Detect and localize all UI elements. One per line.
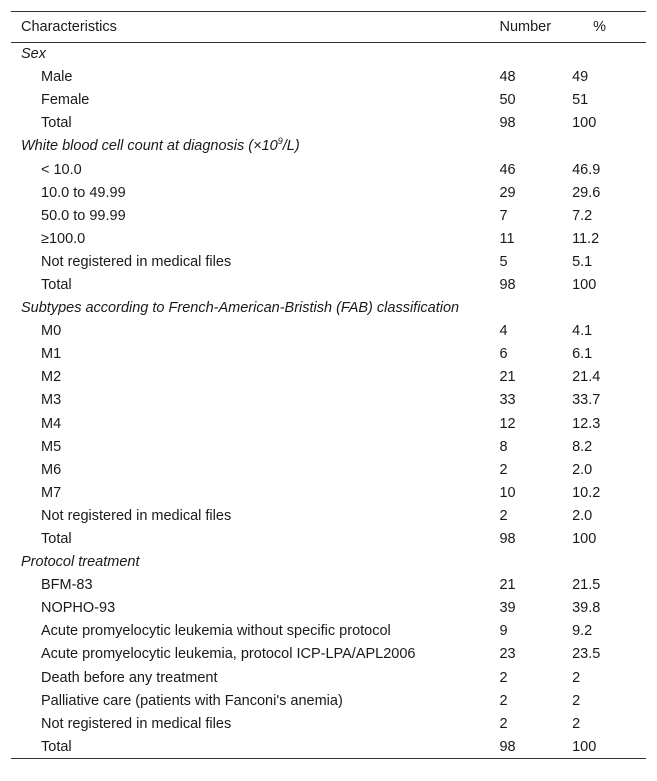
row-number: 23 xyxy=(499,646,516,663)
row-percent: 2 xyxy=(572,715,581,732)
row-percent: 100 xyxy=(572,276,597,293)
row-percent: 2.0 xyxy=(572,461,593,478)
table-row xyxy=(11,273,646,296)
row-number: 21 xyxy=(499,577,516,594)
row-number: 4 xyxy=(499,323,508,340)
header-characteristics: Characteristics xyxy=(11,12,499,43)
row-number: 7 xyxy=(499,207,508,224)
row-percent: 4.1 xyxy=(572,323,593,340)
row-number: 21 xyxy=(499,369,516,386)
header-percent: % xyxy=(572,12,646,43)
row-percent: 46.9 xyxy=(572,161,601,178)
row-label: Palliative care (patients with Fanconi's anemia) xyxy=(41,692,343,709)
row-label: M4 xyxy=(41,415,62,432)
row-label: < 10.0 xyxy=(41,161,82,178)
row-label: Female xyxy=(41,92,90,109)
row-label: Total xyxy=(11,735,499,758)
table-row xyxy=(11,481,646,504)
row-number: 98 xyxy=(499,735,572,758)
row-label: ≥100.0 xyxy=(41,230,86,247)
row-percent: 39.8 xyxy=(572,600,601,617)
section-header-sex xyxy=(11,43,646,66)
section-title: Subtypes according to French-American-Bristish (FAB) classification xyxy=(21,300,460,317)
row-number: 2 xyxy=(499,669,508,686)
row-label: Total xyxy=(41,115,72,132)
row-label: Not registered in medical files xyxy=(41,507,232,524)
row-percent: 5.1 xyxy=(572,253,593,270)
row-number: 6 xyxy=(499,346,508,363)
characteristics-table xyxy=(11,11,646,759)
row-number: 50 xyxy=(499,92,516,109)
row-number: 2 xyxy=(499,507,508,524)
row-number: 12 xyxy=(499,415,516,432)
section-title xyxy=(11,135,646,158)
table-row xyxy=(11,504,646,527)
table-row xyxy=(11,250,646,273)
row-percent: 100 xyxy=(572,115,597,132)
table-row xyxy=(11,366,646,389)
row-label: M0 xyxy=(41,323,62,340)
table-row xyxy=(11,389,646,412)
table-container xyxy=(11,11,646,759)
row-percent: 100 xyxy=(572,531,597,548)
row-percent: 51 xyxy=(572,92,589,109)
section-title: Sex xyxy=(21,46,46,63)
table-row xyxy=(11,204,646,227)
row-percent: 9.2 xyxy=(572,623,593,640)
table-row xyxy=(11,666,646,689)
row-percent: 49 xyxy=(572,69,589,86)
row-number: 10 xyxy=(499,484,516,501)
row-percent: 100 xyxy=(572,735,646,758)
row-number: 11 xyxy=(499,230,515,247)
row-number: 2 xyxy=(499,461,508,478)
row-percent: 29.6 xyxy=(572,184,601,201)
row-number: 5 xyxy=(499,253,508,270)
header-row xyxy=(11,12,646,43)
row-number: 98 xyxy=(499,531,516,548)
section-header-protocol xyxy=(11,551,646,574)
row-percent: 2.0 xyxy=(572,507,593,524)
row-percent: 23.5 xyxy=(572,646,601,663)
table-row xyxy=(11,158,646,181)
table-row xyxy=(11,574,646,597)
row-label: Male xyxy=(41,69,73,86)
row-label: M3 xyxy=(41,392,62,409)
row-percent: 8.2 xyxy=(572,438,593,455)
row-number: 8 xyxy=(499,438,508,455)
row-number: 33 xyxy=(499,392,516,409)
section-title: Protocol treatment xyxy=(21,554,140,571)
table-row xyxy=(11,643,646,666)
row-label: Acute promyelocytic leukemia without specific protocol xyxy=(41,623,391,640)
table-row xyxy=(11,689,646,712)
section-title-pre: White blood cell count at diagnosis (×10 xyxy=(21,138,278,155)
table-row xyxy=(11,181,646,204)
section-title-post: /L) xyxy=(282,138,300,155)
row-number: 98 xyxy=(499,115,516,132)
row-number: 2 xyxy=(499,692,508,709)
row-percent: 21.5 xyxy=(572,577,601,594)
table-row xyxy=(11,66,646,89)
section-header-fab xyxy=(11,297,646,320)
row-label: 50.0 to 99.99 xyxy=(41,207,126,224)
row-label: M2 xyxy=(41,369,62,386)
table-row xyxy=(11,89,646,112)
table-row xyxy=(11,458,646,481)
row-label: BFM-83 xyxy=(41,577,93,594)
row-percent: 2 xyxy=(572,669,581,686)
row-label: M1 xyxy=(41,346,62,363)
table-row xyxy=(11,227,646,250)
row-number: 46 xyxy=(499,161,516,178)
row-percent: 11.2 xyxy=(572,230,600,247)
table-row xyxy=(11,597,646,620)
row-label: Not registered in medical files xyxy=(41,253,232,270)
row-label: M5 xyxy=(41,438,62,455)
row-percent: 2 xyxy=(572,692,581,709)
row-label: 10.0 to 49.99 xyxy=(41,184,126,201)
row-label: Total xyxy=(41,531,72,548)
row-percent: 33.7 xyxy=(572,392,601,409)
row-label: NOPHO-93 xyxy=(41,600,116,617)
row-percent: 12.3 xyxy=(572,415,601,432)
row-number: 9 xyxy=(499,623,508,640)
row-percent: 6.1 xyxy=(572,346,593,363)
table-row xyxy=(11,620,646,643)
section-title-sup: 9 xyxy=(277,136,283,147)
row-label: Acute promyelocytic leukemia, protocol ICP-LPA/APL2006 xyxy=(41,646,416,663)
table-row xyxy=(11,112,646,135)
table-row xyxy=(11,343,646,366)
table-row xyxy=(11,712,646,735)
table-row xyxy=(11,735,646,758)
row-number: 39 xyxy=(499,600,516,617)
table-row xyxy=(11,412,646,435)
section-header-wbc xyxy=(11,135,646,158)
row-label: M7 xyxy=(41,484,62,501)
table-row xyxy=(11,435,646,458)
row-label: Not registered in medical files xyxy=(41,715,232,732)
row-number: 29 xyxy=(499,184,516,201)
table-row xyxy=(11,320,646,343)
row-percent: 7.2 xyxy=(572,207,593,224)
header-number: Number xyxy=(499,12,572,43)
row-label: Death before any treatment xyxy=(41,669,218,686)
row-percent: 21.4 xyxy=(572,369,601,386)
row-label: M6 xyxy=(41,461,62,478)
row-number: 2 xyxy=(499,715,508,732)
row-number: 48 xyxy=(499,69,516,86)
table-row xyxy=(11,527,646,550)
row-percent: 10.2 xyxy=(572,484,601,501)
row-label: Total xyxy=(41,276,72,293)
row-number: 98 xyxy=(499,276,516,293)
